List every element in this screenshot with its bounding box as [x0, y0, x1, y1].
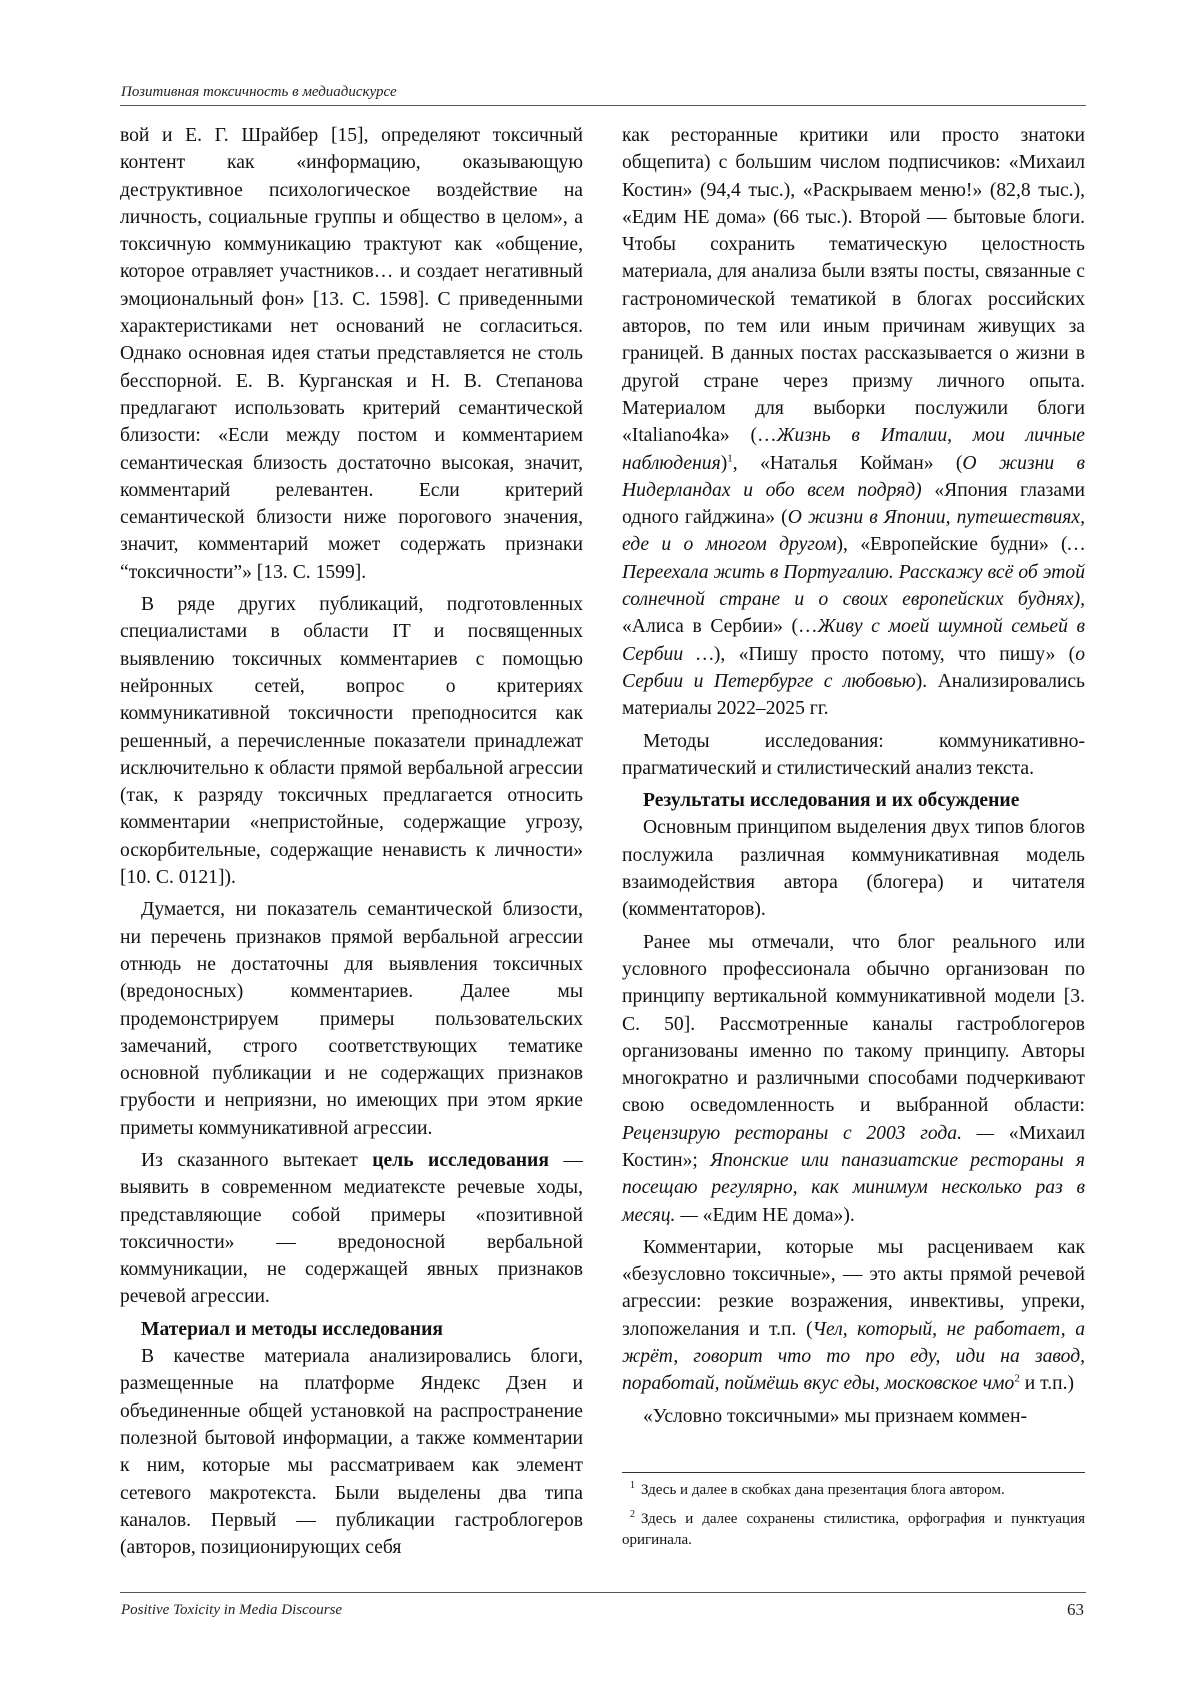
footnote-ref: 1: [727, 452, 733, 465]
paragraph: В ряде других публикаций, подготовленных специалистами в области IT и посвященных выявлению токсичных комментариев с помощью нейронных сетей, вопрос о критериях коммуникативной токсичности преподносится как решенный, а перечисленные показатели принадлежат исключительно к области прямой вербальной агрессии (так, к разряду токсичных предлагается относить комментарии «непристойные, содержащие угрозу, оскорбительные, содержащие ненависть к личности» [10. С. 0121]).: [120, 594, 583, 889]
right-column: [622, 122, 1085, 1430]
footnotes: [622, 1472, 1085, 1559]
paragraph: «Условно токсичными» мы признаем коммен-: [643, 1405, 1028, 1427]
paragraph: В качестве материала анализировались блоги, размещенные на платформе Яндекс Дзен и объединенные общей установкой на распространение полезной бытовой информации, а также комментарии к ним, которые мы рассматриваем как элемент сетевого макротекста. Были выделены два типа каналов. Первый — публикации гастроблогеров (авторов, позиционирующих себя: [120, 1346, 583, 1559]
section-heading: Материал и методы исследования: [141, 1318, 443, 1340]
paragraph: как ресторанные критики или просто знатоки общепита) с большим числом подписчиков: «Михаил Костин» (94,4 тыс.), «Раскрываем меню!» (82,8 тыс.), «Едим НЕ дома» (66 тыс.). Второй — бытовые блоги. Чтобы сохранить тематическую целостность материала, для анализа были взяты посты, связанные с гастрономической тематикой в блогах российских авторов, по тем или иным причинам живущих за границей. В данных постах рассказывается о жизни в другой стране через призму личного опыта. Материалом для выборки послужили блоги «Italiano4ka» (…Жизнь в Италии, мои личные наблюдения)$^1$, «Наталья Койман» (О жизни в Нидерландах и обо всем подряд) «Япония глазами одного гайджина» (О жизни в Японии, путешествиях, еде и о многом другом), «Европейские будни» (… Переехала жить в Португалию. Расскажу всё об этой солнечной стране и о своих европейских буднях), «Алиса в Сербии» (…Живу с моей шумной семьей в Сербии …), «Пишу просто потому, что пишу» (о Сербии и Петербурге с любовью). Анализировались материалы 2022–2025 гг.: [622, 125, 1086, 720]
paragraph: Думается, ни показатель семантической близости, ни перечень признаков прямой вербальной агрессии отнюдь не достаточны для выявления токсичных (вредоносных) комментариев. Далее мы продемонстрируем примеры пользовательских замечаний, строго соответствующих тематике основной публикации и не содержащих признаков грубости и неприязни, но имеющих при этом яркие приметы коммуникативной агрессии.: [120, 899, 583, 1139]
paragraph: вой и Е. Г. Шрайбер [15], определяют токсичный контент как «информацию, оказывающую деструктивное психологическое воздействие на личность, социальные группы и общество в целом», а токсичную коммуникацию трактуют как «общение, которое отравляет участников… и создает негативный эмоциональный фон» [13. С. 1598]. С приведенными характеристиками нет оснований не согласиться. Однако основная идея статьи представляется не столь бесспорной. Е. В. Курганская и Н. В. Степанова предлагают использовать критерий семантической близости: «Если между постом и комментарием семантическая близость достаточно высокая, значит, комментарий релевантен. Если критерий семантической близости ниже порогового значения, значит, комментарий может содержать признаки “токсичности”» [13. С. 1599].: [120, 125, 583, 583]
footer-rule: [120, 1592, 1086, 1593]
footnote-ref: 2: [1014, 1372, 1020, 1385]
footnote: $^1$ Здесь и далее в скобках дана презентация блога автором.: [630, 1480, 1005, 1498]
running-foot: Positive Toxicity in Media Discourse: [121, 1602, 343, 1618]
section-heading: Результаты исследования и их обсуждение: [643, 790, 1020, 812]
running-head: Позитивная токсичность в медиадискурсе: [121, 84, 397, 100]
left-column: [120, 122, 583, 1561]
footnote-mark: 1: [630, 1480, 635, 1491]
bold-term: цель исследования: [372, 1149, 549, 1171]
footnote: $^2$ Здесь и далее сохранены стилистика, орфография и пунктуация оригинала.: [622, 1509, 1085, 1548]
page-number: 63: [1067, 1600, 1084, 1619]
paragraph: Комментарии, которые мы расцениваем как «безусловно токсичные», — это акты прямой речевой агрессии: резкие возражения, инвективы, упреки, злопожелания и т.п. (Чел, который, не работает, а жрёт, говорит что то про еду, иди на завод, поработай, поймёшь вкус еды, московское чмо$^2$ и т.п.): [622, 1236, 1085, 1395]
paragraph: Из сказанного вытекает цель исследования — выявить в современном медиатексте речевые ходы, представляющие собой примеры «позитивной токсичности» — вредоносной вербальной коммуникации, не содержащей явных признаков речевой агрессии.: [120, 1149, 583, 1308]
paragraph: Основным принципом выделения двух типов блогов послужила различная коммуникативная модель взаимодействия автора (блогера) и читателя (комментаторов).: [622, 817, 1085, 921]
paragraph: Методы исследования: коммуникативно-прагматический и стилистический анализ текста.: [622, 730, 1085, 779]
paragraph: Ранее мы отмечали, что блог реального или условного профессионала обычно организован по принципу вертикальной коммуникативной модели [3. С. 50]. Рассмотренные каналы гастроблогеров организованы именно по такому принципу. Авторы многократно и различными способами подчеркивают свою осведомленность и выбранной области: Рецензирую рестораны с 2003 года. — «Михаил Костин»; Японские или паназиатские рестораны я посещаю регулярно, как минимум несколько раз в месяц. — «Едим НЕ дома»).: [622, 931, 1085, 1226]
footnote-mark: 2: [630, 1509, 635, 1520]
header-rule: [120, 105, 1086, 106]
